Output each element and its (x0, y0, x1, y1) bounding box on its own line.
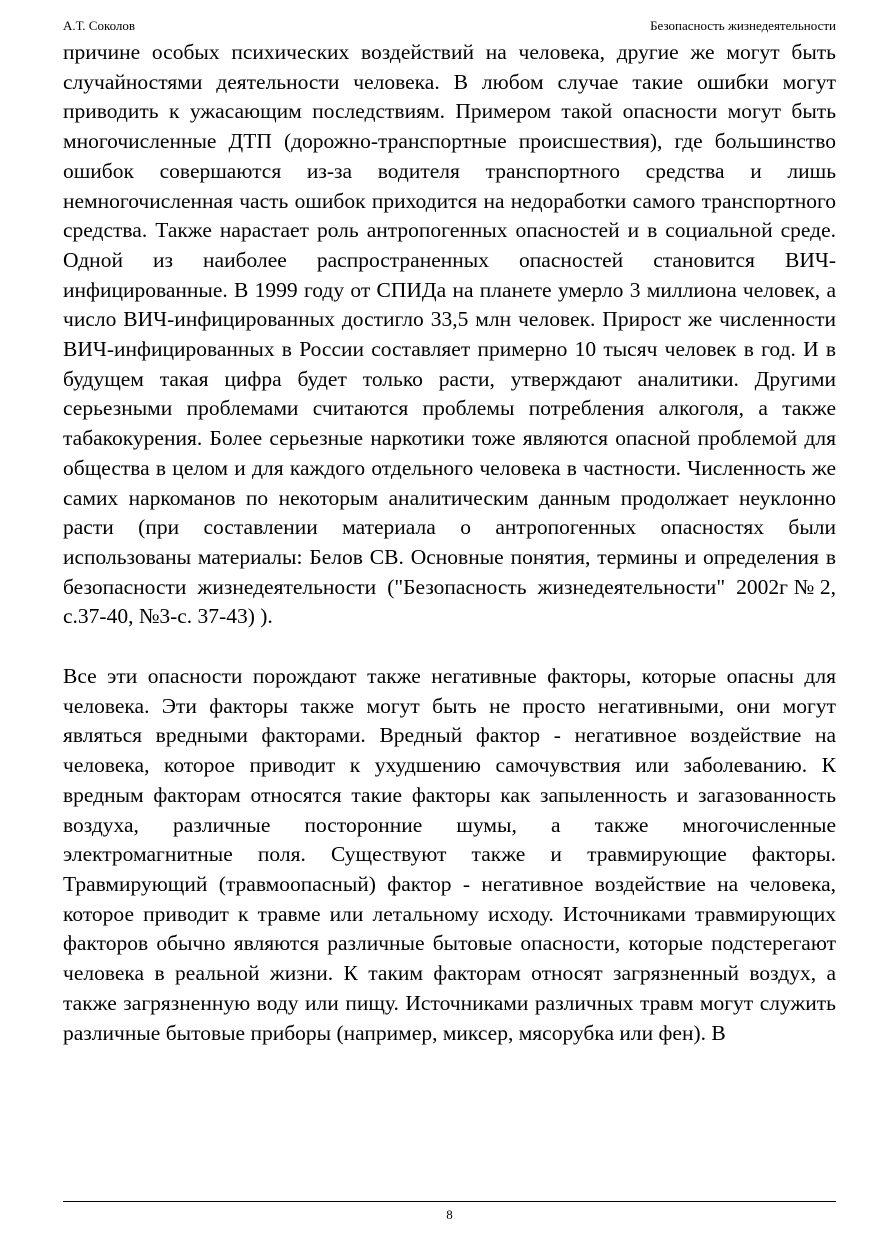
paragraph: причине особых психических воздействий на человека, другие же могут быть случайностями деятельности человека. В любом случае такие ошибки могут приводить к ужасающим последствиям. Примером такой опасности могут быть многочисленные ДТП (дорожно-транспортные происшествия), где большинство ошибок совершаются из-за водителя транспортного средства и лишь немногочисленная часть ошибок приходится на недоработки самого транспортного средства. Также нарастает роль антропогенных опасностей и в социальной среде. Одной из наиболее распространенных опасностей становится ВИЧ-инфицированные. В 1999 году от СПИДа на планете умерло 3 миллиона человек, а число ВИЧ-инфицированных достигло 33,5 млн человек. Прирост же численности ВИЧ-инфицированных в России составляет примерно 10 тысяч человек в год. И в будущем такая цифра будет только расти, утверждают аналитики. Другими серьезными проблемами считаются проблемы потребления алкоголя, а также табакокурения. Более серьезные наркотики тоже являются опасной проблемой для общества в целом и для каждого отдельного человека в частности. Численность же самих наркоманов по некоторым аналитическим данным продолжает неуклонно расти (при составлении материала о антропогенных опасностях были использованы материалы: Белов СВ. Основные понятия, термины и определения в безопасности жизнедеятельности ("Безопасность жизнедеятельности" 2002г№2, с.37-40, №3-с. 37-43) ). (63, 40, 836, 629)
header-book-title: Безопасность жизнедеятельности (650, 18, 836, 33)
body-text (63, 38, 836, 1048)
header-author: А.Т. Соколов (63, 18, 136, 33)
footer-divider (63, 1201, 836, 1202)
running-header (63, 16, 836, 36)
document-page (63, 0, 836, 1241)
page-number: 8 (446, 1207, 453, 1222)
paragraph: Все эти опасности порождают также негативные факторы, которые опасны для человека. Эти факторы также могут быть не просто негативными, они могут являться вредными факторами. Вредный фактор - негативное воздействие на человека, которое приводит к ухудшению самочувствия или заболеванию. К вредным факторам относятся такие факторы как запыленность и загазованность воздуха, различные посторонние шумы, а также многочисленные электромагнитные поля. Существуют также и травмирующие факторы. Травмирующий (травмоопасный) фактор - негативное воздействие на человека, которое приводит к травме или летальному исходу. Источниками травмирующих факторов обычно являются различные бытовые опасности, которые подстерегают человека в реальной жизни. К таким факторам относят загрязненный воздух, а также загрязненную воду или пищу. Источниками различных травм могут служить различные бытовые приборы (например, миксер, мясорубка или фен). В (63, 664, 836, 1045)
